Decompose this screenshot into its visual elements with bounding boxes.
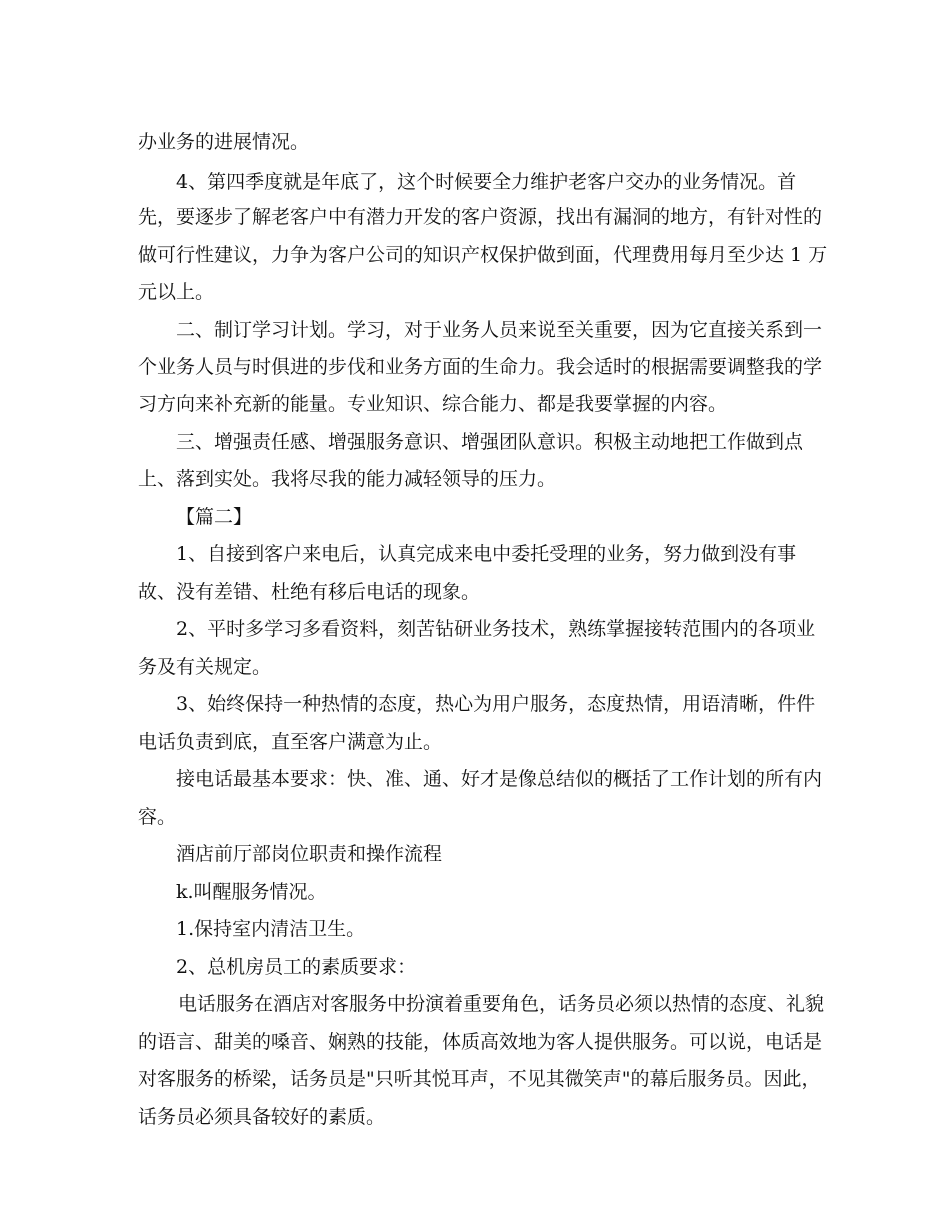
text-line: 做可行性建议，力争为客户公司的知识产权保护做到面，代理费用每月至少达 1 万	[138, 244, 828, 266]
text-line: 话务员必须具备较好的素质。	[138, 1106, 386, 1128]
text-line: 4、第四季度就是年底了，这个时候要全力维护老客户交办的业务情况。首	[176, 171, 797, 193]
text-line: 的语言、甜美的嗓音、娴熟的技能，体质高效地为客人提供服务。可以说，电话是	[138, 1031, 823, 1053]
text-line: k.叫醒服务情况。	[176, 881, 327, 903]
text-line: 个业务人员与时俱进的步伐和业务方面的生命力。我会适时的根据需要调整我的学	[138, 356, 823, 378]
text-line: 2、总机房员工的素质要求：	[176, 956, 417, 978]
text-line: 上、落到实处。我将尽我的能力减轻领导的压力。	[138, 468, 557, 490]
text-line: 二、制订学习计划。学习，对于业务人员来说至关重要，因为它直接关系到一	[176, 319, 823, 341]
text-line: 2、平时多学习多看资料，刻苦钻研业务技术，熟练掌握接转范围内的各项业	[176, 618, 816, 640]
text-line: 对客服务的桥梁，话务员是"只听其悦耳声，不见其微笑声"的幕后服务员。因此，	[138, 1068, 821, 1090]
text-line: 习方向来补充新的能量。专业知识、综合能力、都是我要掌握的内容。	[138, 393, 728, 415]
text-line: 办业务的进展情况。	[138, 131, 310, 153]
document-heading: 酒店前厅部岗位职责和操作流程	[176, 843, 443, 865]
text-line: 元以上。	[138, 281, 215, 303]
text-line: 务及有关规定。	[138, 656, 272, 678]
section-heading: 【篇二】	[176, 506, 253, 528]
text-line: 故、没有差错、杜绝有移后电话的现象。	[138, 581, 481, 603]
text-line: 先，要逐步了解老客户中有潜力开发的客户资源，找出有漏洞的地方，有针对性的	[138, 206, 823, 228]
text-line: 三、增强责任感、增强服务意识、增强团队意识。积极主动地把工作做到点	[176, 431, 804, 453]
text-line: 1.保持室内清洁卫生。	[176, 918, 366, 940]
text-line: 3、始终保持一种热情的态度，热心为用户服务，态度热情，用语清晰，件件	[176, 693, 816, 715]
text-line: 接电话最基本要求：快、准、通、好才是像总结似的概括了工作计划的所有内	[176, 768, 823, 790]
text-line: 电话负责到底，直至客户满意为止。	[138, 731, 443, 753]
text-line: 电话服务在酒店对客服务中扮演着重要角色，话务员必须以热情的态度、礼貌	[178, 993, 825, 1015]
text-line: 容。	[138, 806, 177, 828]
text-line: 1、自接到客户来电后，认真完成来电中委托受理的业务，努力做到没有事	[176, 543, 797, 565]
